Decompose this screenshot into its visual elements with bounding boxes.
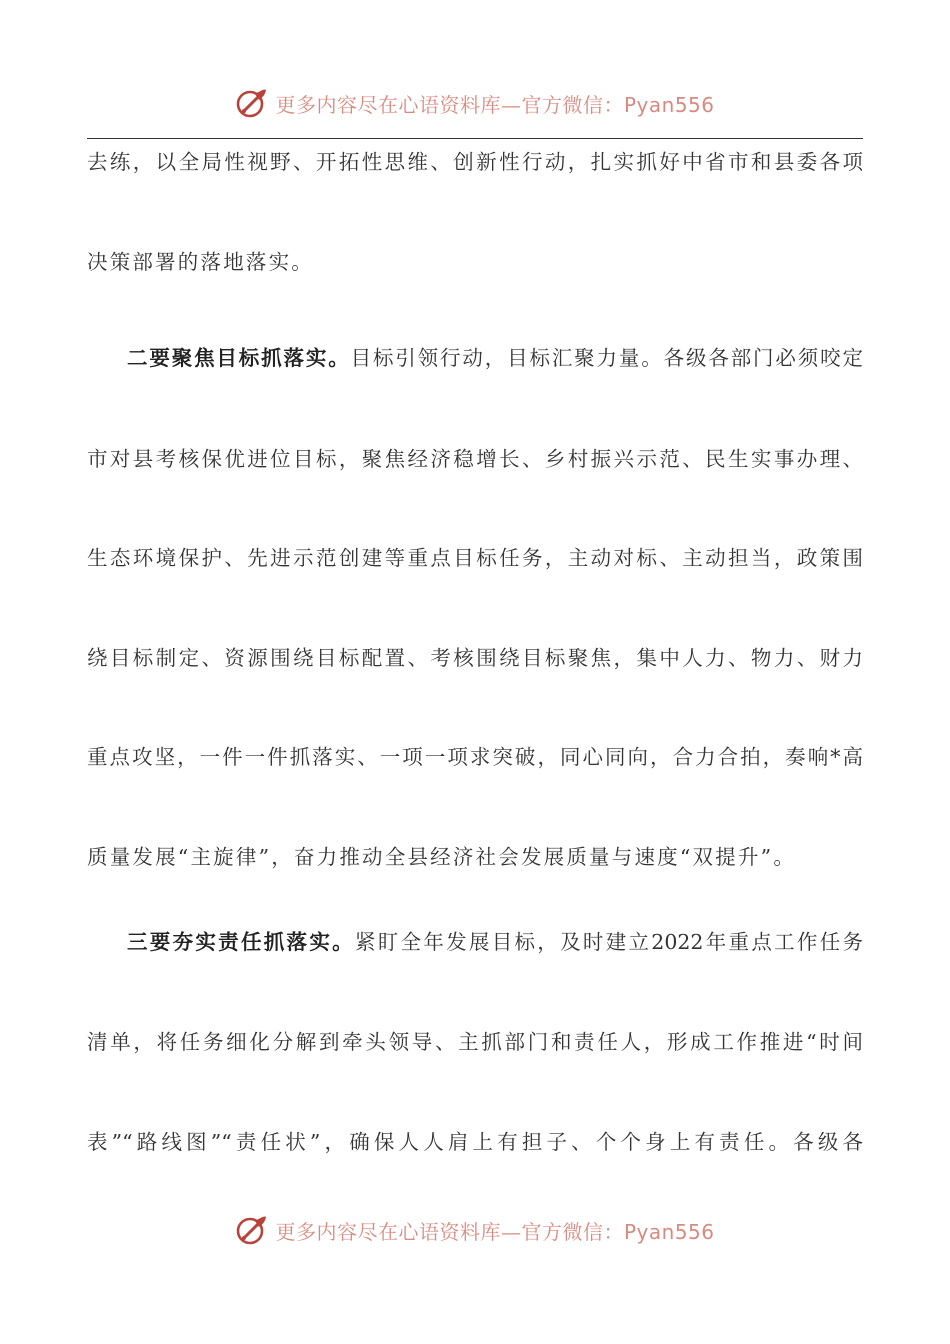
text-line — [87, 1030, 863, 1055]
banner-text: 更多内容尽在心语资料库—官方微信：Pyan556 — [275, 92, 715, 117]
text-line — [87, 646, 863, 671]
header-banner — [0, 83, 950, 123]
text-line — [87, 845, 863, 870]
footer-banner — [0, 1210, 950, 1250]
paragraph-text: 市对县考核保优进位目标，聚焦经济稳增长、乡村振兴示范、民生实事办理、 — [87, 447, 863, 471]
text-line — [87, 546, 863, 571]
quill-logo-icon — [235, 86, 269, 120]
paragraph-text: 目标引领行动，目标汇聚力量。各级各部门必须咬定 — [350, 346, 863, 370]
text-line — [87, 250, 863, 275]
paragraph-text: 去练，以全局性视野、开拓性思维、创新性行动，扎实抓好中省市和县委各项 — [87, 150, 863, 174]
paragraph-text: 紧盯全年发展目标，及时建立2022年重点工作任务 — [354, 930, 864, 954]
paragraph-text: 生态环境保护、先进示范创建等重点目标任务，主动对标、主动担当，政策围 — [87, 546, 863, 570]
quill-logo-icon — [235, 1213, 269, 1247]
paragraph-text: 绕目标制定、资源围绕目标配置、考核围绕目标聚焦，集中人力、物力、财力 — [87, 646, 863, 670]
text-line — [87, 1130, 863, 1155]
paragraph-text: 清单，将任务细化分解到牵头领导、主抓部门和责任人，形成工作推进“时间 — [87, 1030, 863, 1054]
banner-text: 更多内容尽在心语资料库—官方微信：Pyan556 — [275, 1219, 715, 1244]
text-line — [87, 346, 863, 371]
header-divider — [87, 138, 863, 139]
paragraph-text: 表”“路线图”“责任状”，确保人人肩上有担子、个个身上有责任。各级各 — [87, 1130, 863, 1154]
paragraph-text: 决策部署的落地落实。 — [87, 250, 314, 274]
section-heading: 三要夯实责任抓落实。 — [127, 930, 355, 954]
section-heading: 二要聚焦目标抓落实。 — [127, 346, 351, 370]
paragraph-text: 质量发展“主旋律”，奋力推动全县经济社会发展质量与速度“双提升”。 — [87, 845, 797, 869]
text-line — [87, 150, 863, 175]
paragraph-text: 重点攻坚，一件一件抓落实、一项一项求突破，同心同向，合力合拍，奏响*高 — [87, 745, 863, 769]
text-line — [87, 447, 863, 472]
text-line — [87, 745, 863, 770]
text-line — [87, 930, 863, 955]
